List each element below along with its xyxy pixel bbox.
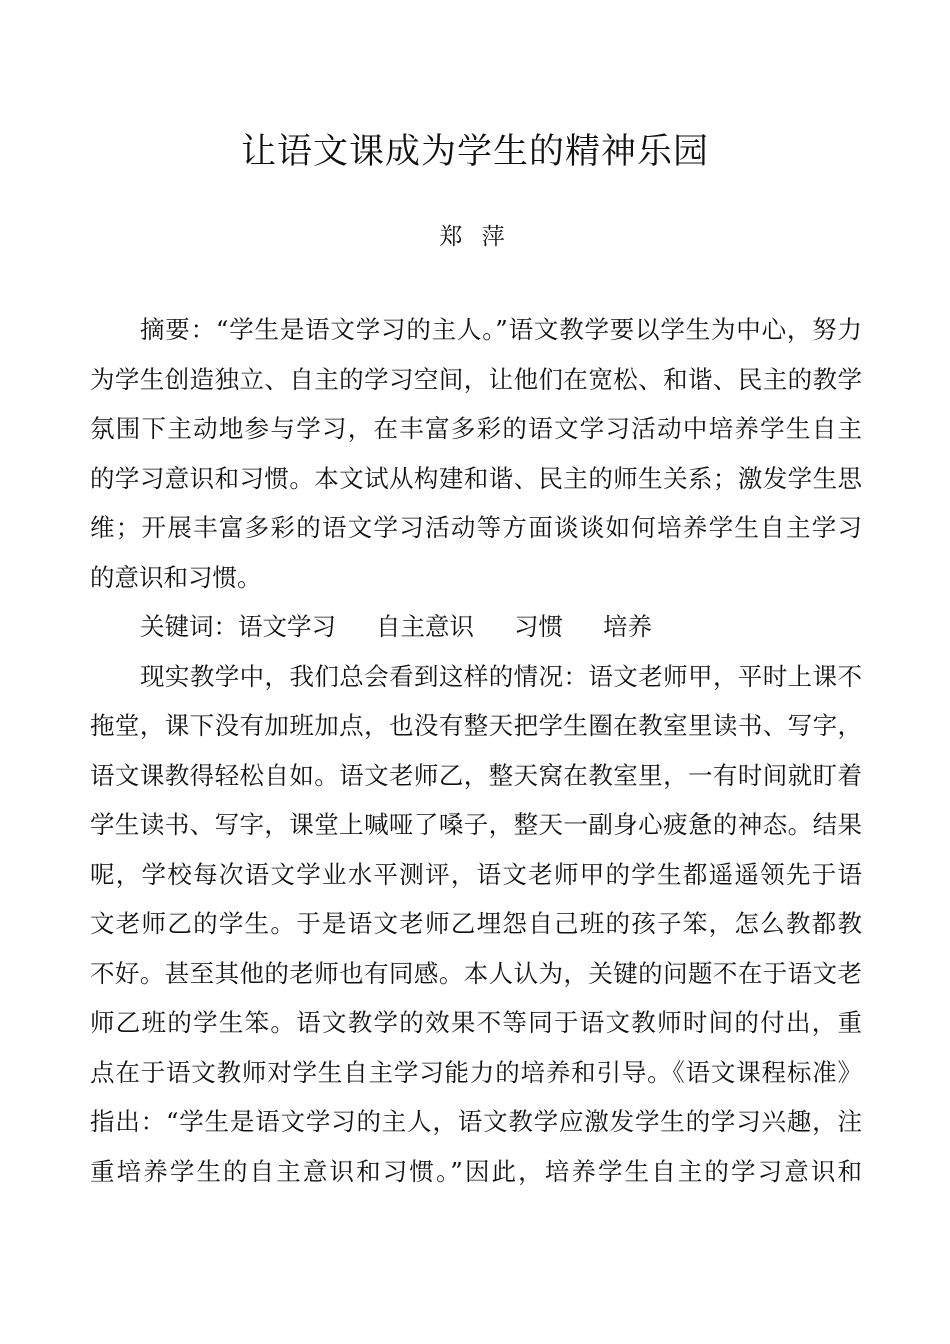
- abstract-line: 摘要：“学生是语文学习的主人。”语文教学要以学生为中心，努力: [140, 315, 862, 344]
- body-line: 语文课教得轻松自如。语文老师乙，整天窝在教室里，一有时间就盯着: [90, 760, 862, 790]
- body-line: 文老师乙的学生。于是语文老师乙埋怨自己班的孩子笨，怎么教都教: [90, 909, 862, 938]
- abstract-line: 的学习意识和习惯。本文试从构建和谐、民主的师生关系；激发学生思: [90, 463, 862, 493]
- keyword: 语文学习: [238, 612, 336, 641]
- body-line: 学生读书、写字，课堂上喊哑了嗓子，整天一副身心疲惫的神态。结果: [90, 810, 862, 839]
- keyword: 自主意识: [376, 612, 474, 641]
- body-line: 指出：“学生是语文学习的主人，语文教学应激发学生的学习兴趣，注: [90, 1107, 862, 1136]
- body-line: 现实教学中，我们总会看到这样的情况：语文老师甲，平时上课不: [140, 661, 862, 691]
- body-line: 师乙班的学生笨。语文教学的效果不等同于语文教师时间的付出，重: [90, 1008, 862, 1037]
- keyword: 习惯: [514, 612, 563, 641]
- document-title: 让语文课成为学生的精神乐园: [240, 132, 709, 172]
- body-line: 呢，学校每次语文学业水平测评，语文老师甲的学生都遥遥领先于语: [90, 859, 862, 889]
- body-line: 点在于语文教师对学生自主学习能力的培养和引导。《语文课程标准》: [90, 1057, 862, 1087]
- body-line: 重培养学生的自主意识和习惯。”因此，培养学生自主的学习意识和: [90, 1156, 862, 1186]
- abstract-line: 为学生创造独立、自主的学习空间，让他们在宽松、和谐、民主的教学: [90, 364, 862, 394]
- body-line: 不好。甚至其他的老师也有同感。本人认为，关键的问题不在于语文老: [90, 958, 862, 988]
- keywords-label: 关键词：: [140, 612, 238, 641]
- keywords-line: [90, 602, 862, 652]
- abstract-line: 维；开展丰富多彩的语文学习活动等方面谈谈如何培养学生自主学习: [90, 513, 862, 542]
- document-body: [90, 305, 862, 1196]
- body-line: 拖堂，课下没有加班加点，也没有整天把学生圈在教室里读书、写字，: [90, 711, 862, 740]
- abstract-line: 氛围下主动地参与学习，在丰富多彩的语文学习活动中培养学生自主: [90, 414, 862, 443]
- abstract-line: 的意识和习惯。: [90, 562, 262, 592]
- keyword: 培养: [603, 612, 652, 641]
- document-author: 郑 萍: [439, 224, 511, 250]
